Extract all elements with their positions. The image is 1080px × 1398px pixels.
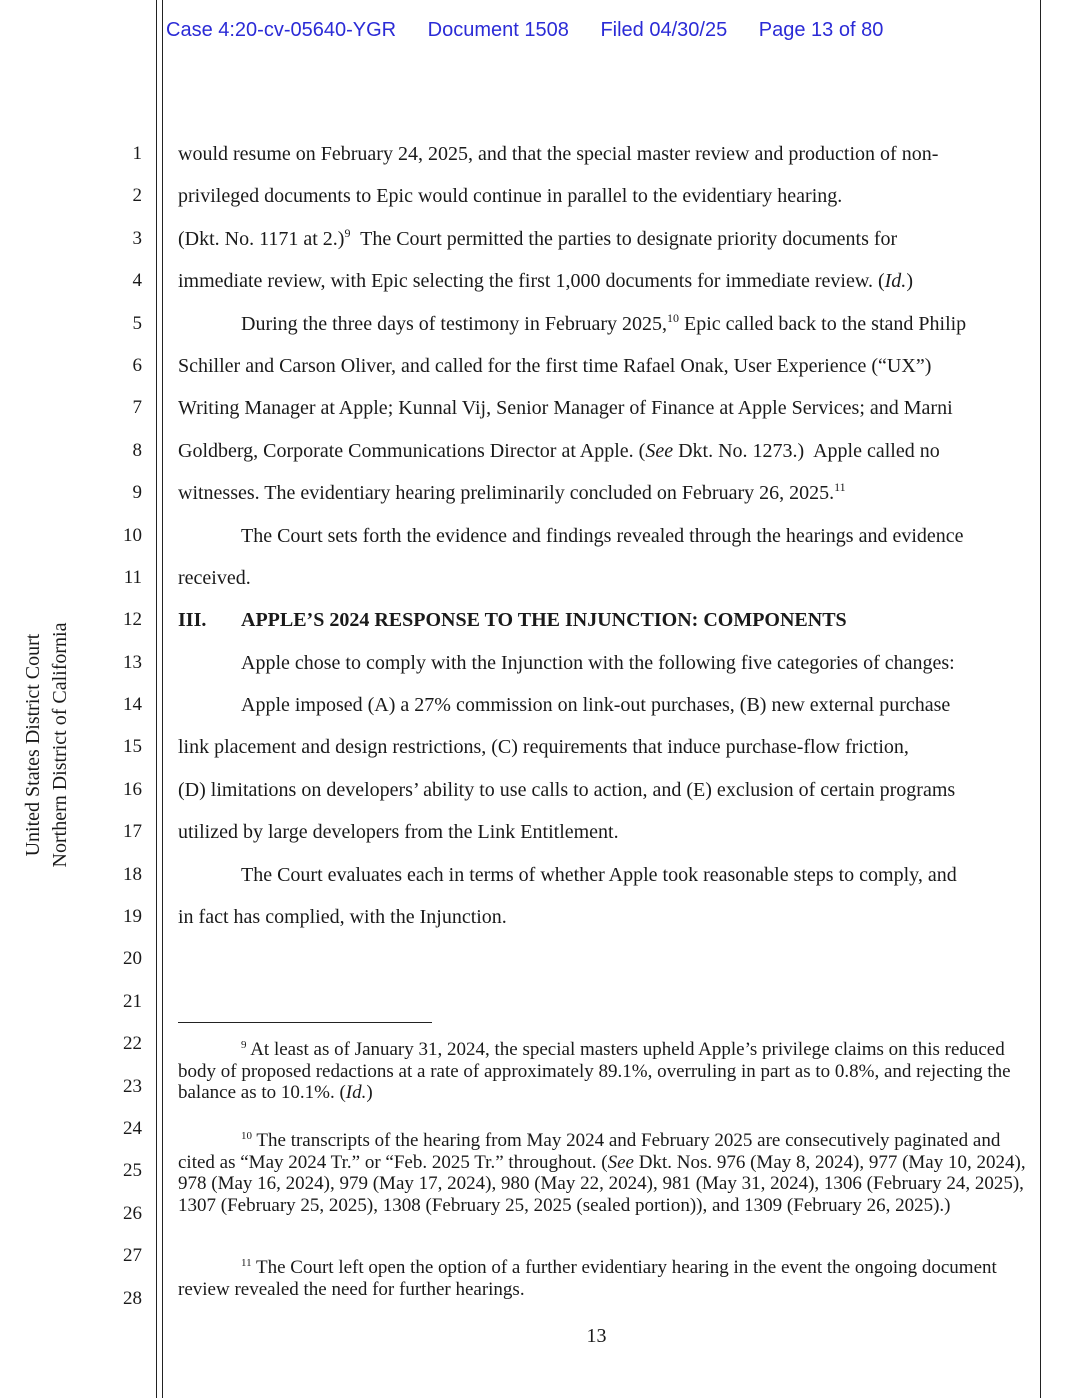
page-number: 13	[586, 1325, 607, 1347]
footnote-9	[178, 1039, 1028, 1104]
line-number: 20	[123, 948, 142, 969]
line-number: 27	[123, 1245, 142, 1266]
body-text: The Court sets forth the evidence and findings revealed through the hearings and evidence	[241, 525, 964, 547]
line-number: 2	[132, 185, 142, 206]
court-name: United States District Court	[22, 633, 44, 857]
see-citation: See	[607, 1151, 634, 1173]
body-text: Apple chose to comply with the Injunction with the following five categories of changes:	[241, 652, 955, 674]
body-line-8	[178, 439, 1018, 463]
body-text: immediate review, with Epic selecting the first 1,000 documents for immediate review. (	[178, 270, 885, 292]
body-line-18	[241, 863, 1021, 887]
body-text: The Court permitted the parties to designate priority documents for	[350, 228, 898, 250]
body-text: The Court evaluates each in terms of whether Apple took reasonable steps to comply, and	[241, 864, 957, 886]
body-line-13	[241, 651, 1021, 675]
line-number: 4	[132, 270, 142, 291]
body-line-2	[178, 184, 1018, 208]
line-number: 6	[132, 355, 142, 376]
right-margin-rule	[1040, 0, 1041, 1398]
page-indicator: Page 13 of 80	[758, 19, 884, 41]
body-text: witnesses. The evidentiary hearing preliminarily concluded on February 26, 2025.	[178, 482, 835, 504]
footnote-mark: 10	[241, 1130, 252, 1142]
line-number: 24	[123, 1118, 142, 1139]
body-line-17	[178, 820, 1018, 844]
line-number: 12	[123, 609, 142, 630]
body-text: Goldberg, Corporate Communications Director at Apple. (	[178, 440, 646, 462]
footnote-11	[178, 1257, 1028, 1300]
body-line-15	[178, 735, 1018, 759]
line-number: 28	[123, 1288, 142, 1309]
footnote-10	[178, 1130, 1028, 1216]
line-number: 26	[123, 1203, 142, 1224]
body-text: (D) limitations on developers’ ability to use calls to action, and (E) exclusion of certain programs	[178, 779, 956, 801]
footnote-ref-9: 9	[344, 226, 351, 240]
body-text: Schiller and Carson Oliver, and called for the first time Rafael Onak, User Experience (“UX”)	[178, 355, 932, 377]
footnote-mark: 11	[241, 1257, 252, 1269]
line-number: 18	[123, 864, 142, 885]
body-text: link placement and design restrictions, (C) requirements that induce purchase-flow friction,	[178, 736, 909, 758]
line-number: 11	[123, 567, 142, 588]
footnote-separator	[178, 1022, 432, 1023]
body-line-14	[241, 693, 1021, 717]
left-margin-rule-inner	[162, 0, 163, 1398]
body-text: Epic called back to the stand Philip	[679, 313, 967, 335]
court-side-label	[20, 610, 74, 880]
body-line-6	[178, 354, 1018, 378]
line-number: 10	[123, 525, 142, 546]
line-number: 14	[123, 694, 142, 715]
body-text: in fact has complied, with the Injunction.	[178, 906, 507, 928]
line-number: 21	[123, 991, 142, 1012]
body-text: received.	[178, 567, 251, 589]
line-number: 17	[123, 821, 142, 842]
footnote-text: At least as of January 31, 2024, the special masters upheld Apple’s privilege claims on this reduced body of proposed redactions at a rate of approximately 89.1%, overruling in part as to 0.8%, and rejecting the balance as to 10.1%. (	[178, 1039, 1011, 1103]
filed-date: Filed 04/30/25	[600, 19, 728, 41]
see-citation: See	[645, 440, 674, 462]
line-number: 3	[132, 228, 142, 249]
section-heading	[178, 608, 1018, 632]
body-line-9	[178, 481, 1018, 505]
body-text: (Dkt. No. 1171 at 2.)	[178, 228, 345, 250]
line-number: 22	[123, 1033, 142, 1054]
case-number: Case 4:20-cv-05640-YGR	[166, 19, 397, 41]
line-number: 23	[123, 1076, 142, 1097]
case-header	[166, 19, 909, 42]
line-number: 5	[132, 313, 142, 334]
footnote-text: Dkt. Nos. 976 (May 8, 2024), 977 (May 10, 2024), 978 (May 16, 2024), 979 (May 17, 2024), 980 (May 22, 2024), 981 (May 31, 2024), 1306 (February 24, 2025), 1307 (February 25, 2025), 1308 (February 25, 2025 (sealed portion)), and 1309 (February 26, 2025).)	[178, 1151, 1026, 1216]
body-text: )	[906, 270, 913, 292]
body-text: During the three days of testimony in February 2025,	[241, 313, 668, 335]
document-number: Document 1508	[427, 19, 569, 41]
line-number: 16	[123, 779, 142, 800]
body-text: Apple imposed (A) a 27% commission on link-out purchases, (B) new external purchase	[241, 694, 951, 716]
line-number: 15	[123, 736, 142, 757]
id-citation: Id.	[884, 270, 907, 292]
footnote-text: The transcripts of the hearing from May 2024 and February 2025 are consecutively paginated and cited as “May 2024 Tr.” or “Feb. 2025 Tr.” throughout. (	[178, 1130, 1001, 1173]
section-title: APPLE’S 2024 RESPONSE TO THE INJUNCTION: COMPONENTS	[241, 609, 847, 631]
body-line-5	[241, 312, 1021, 336]
footnote-text: )	[366, 1082, 373, 1103]
id-citation: Id.	[345, 1082, 367, 1103]
body-text: privileged documents to Epic would continue in parallel to the evidentiary hearing.	[178, 185, 843, 207]
body-line-7	[178, 396, 1018, 420]
line-number: 25	[123, 1160, 142, 1181]
footnote-mark: 9	[241, 1039, 247, 1051]
body-line-4	[178, 269, 1018, 293]
court-district: Northern District of California	[49, 622, 71, 868]
footnote-text: The Court left open the option of a further evidentiary hearing in the event the ongoing document review revealed the need for further hearings.	[178, 1257, 997, 1300]
body-line-11	[178, 566, 1018, 590]
body-text: Writing Manager at Apple; Kunnal Vij, Senior Manager of Finance at Apple Services; and Marni	[178, 397, 953, 419]
footnote-ref-11: 11	[834, 480, 846, 494]
footnote-ref-10: 10	[667, 311, 680, 325]
left-margin-rule	[156, 0, 157, 1398]
body-line-10	[241, 524, 1021, 548]
line-number: 19	[123, 906, 142, 927]
body-line-1	[178, 142, 1018, 166]
line-number: 13	[123, 652, 142, 673]
body-text: Dkt. No. 1273.) Apple called no	[673, 440, 940, 462]
section-number: III.	[178, 609, 207, 631]
line-number: 7	[132, 397, 142, 418]
body-line-19	[178, 905, 1018, 929]
body-line-3	[178, 227, 1018, 251]
line-number: 8	[132, 440, 142, 461]
line-number: 1	[132, 143, 142, 164]
body-line-16	[178, 778, 1018, 802]
body-text: would resume on February 24, 2025, and that the special master review and production of non-	[178, 143, 939, 165]
body-text: utilized by large developers from the Link Entitlement.	[178, 821, 619, 843]
line-number: 9	[132, 482, 142, 503]
